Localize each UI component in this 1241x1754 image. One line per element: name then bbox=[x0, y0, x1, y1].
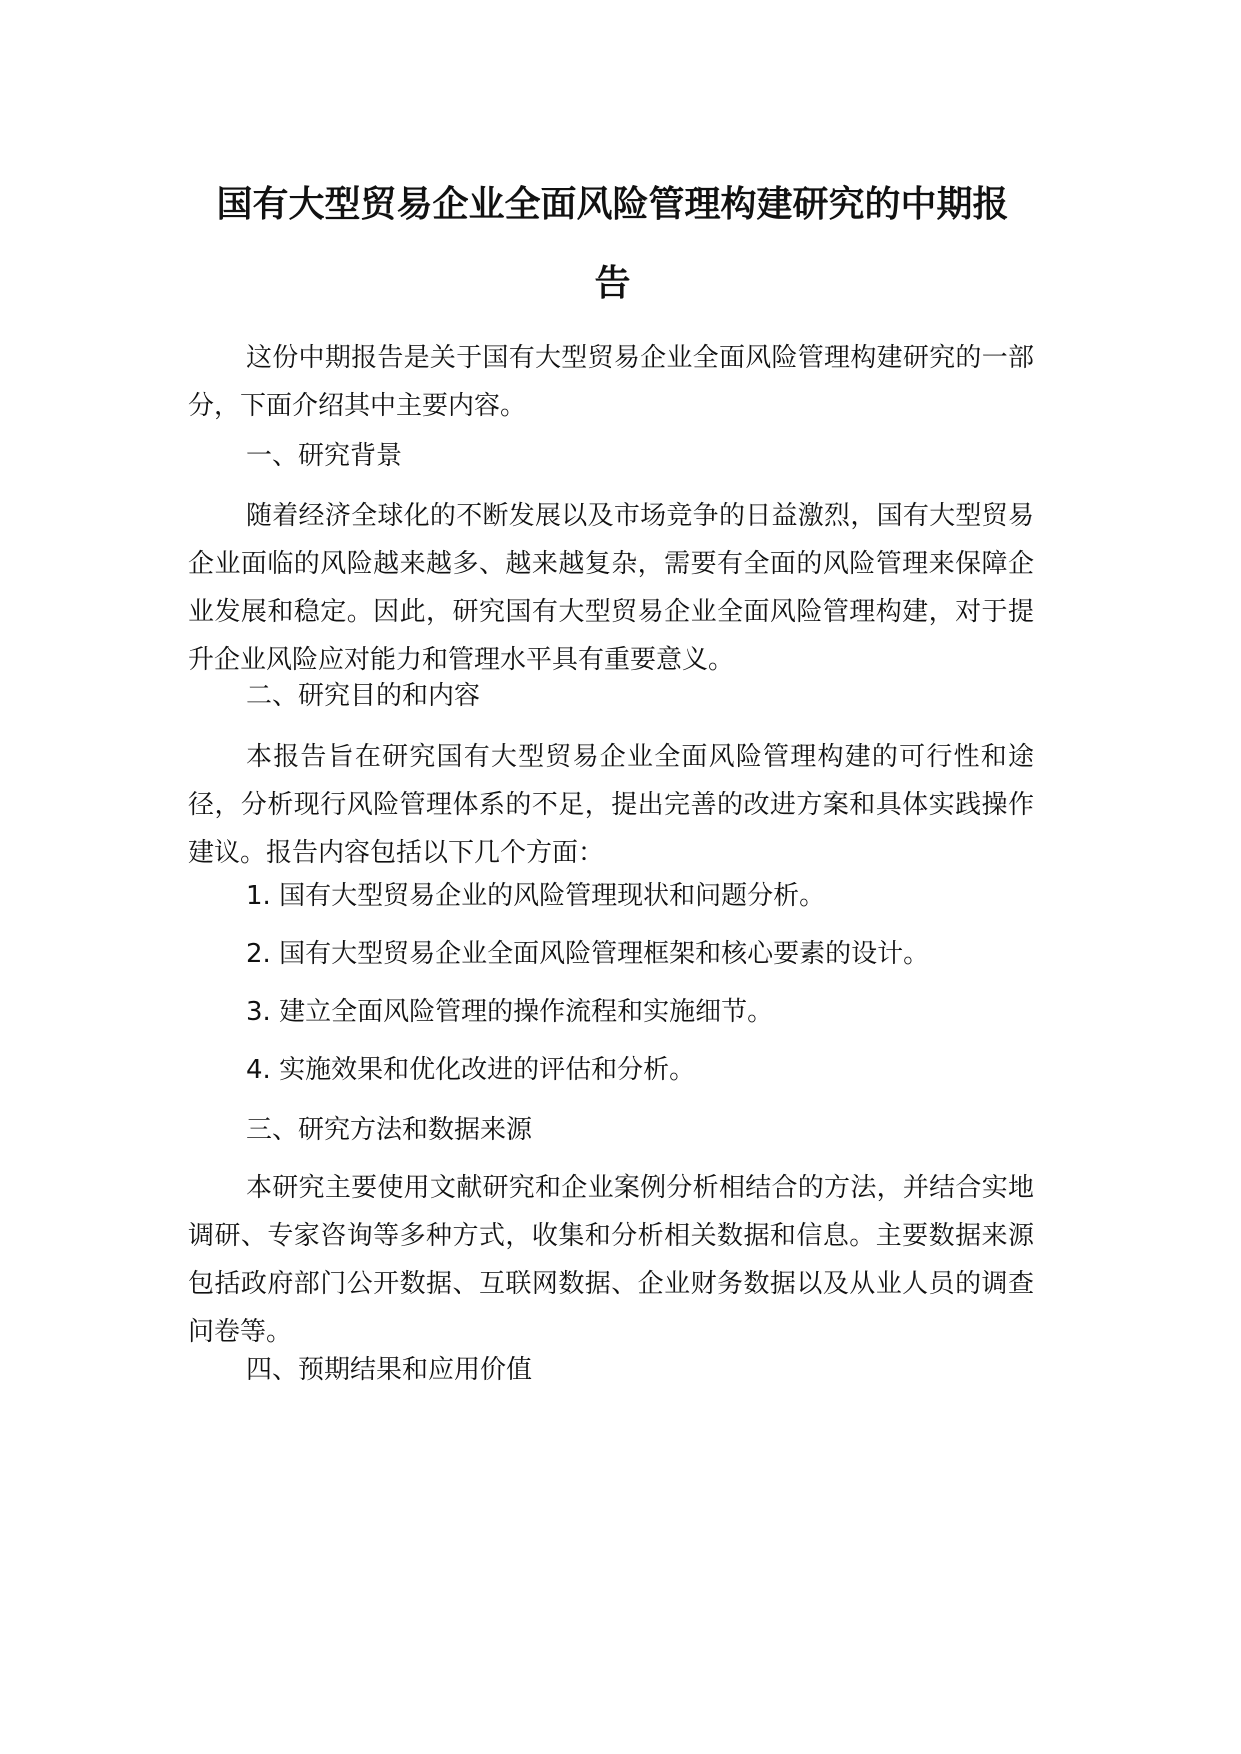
section3-heading: 三、研究方法和数据来源 bbox=[246, 1115, 533, 1145]
list-item: 2. 国有大型贸易企业全面风险管理框架和核心要素的设计。 bbox=[246, 939, 930, 969]
list-item: 3. 建立全面风险管理的操作流程和实施细节。 bbox=[246, 997, 774, 1027]
list-item: 4. 实施效果和优化改进的评估和分析。 bbox=[246, 1055, 696, 1085]
document-title-line2: 告 bbox=[594, 263, 631, 304]
section2-paragraph: 本报告旨在研究国有大型贸易企业全面风险管理构建的可行性和途径，分析现行风险管理体系的不足，提出完善的改进方案和具体实践操作建议。报告内容包括以下几个方面： bbox=[188, 742, 1034, 868]
list-item: 1. 国有大型贸易企业的风险管理现状和问题分析。 bbox=[246, 881, 826, 911]
section3-paragraph: 本研究主要使用文献研究和企业案例分析相结合的方法，并结合实地调研、专家咨询等多种方式，收集和分析相关数据和信息。主要数据来源包括政府部门公开数据、互联网数据、企业财务数据以及从业人员的调查问卷等。 bbox=[188, 1173, 1034, 1347]
section2-heading: 二、研究目的和内容 bbox=[246, 681, 481, 711]
document-title-line1: 国有大型贸易企业全面风险管理构建研究的中期报 bbox=[216, 184, 1009, 225]
section1-paragraph: 随着经济全球化的不断发展以及市场竞争的日益激烈，国有大型贸易企业面临的风险越来越多、越来越复杂，需要有全面的风险管理来保障企业发展和稳定。因此，研究国有大型贸易企业全面风险管理构建，对于提升企业风险应对能力和管理水平具有重要意义。 bbox=[188, 501, 1034, 675]
intro-paragraph: 这份中期报告是关于国有大型贸易企业全面风险管理构建研究的一部分，下面介绍其中主要内容。 bbox=[188, 343, 1034, 421]
section4-heading: 四、预期结果和应用价值 bbox=[246, 1355, 533, 1385]
section1-heading: 一、研究背景 bbox=[246, 441, 403, 471]
